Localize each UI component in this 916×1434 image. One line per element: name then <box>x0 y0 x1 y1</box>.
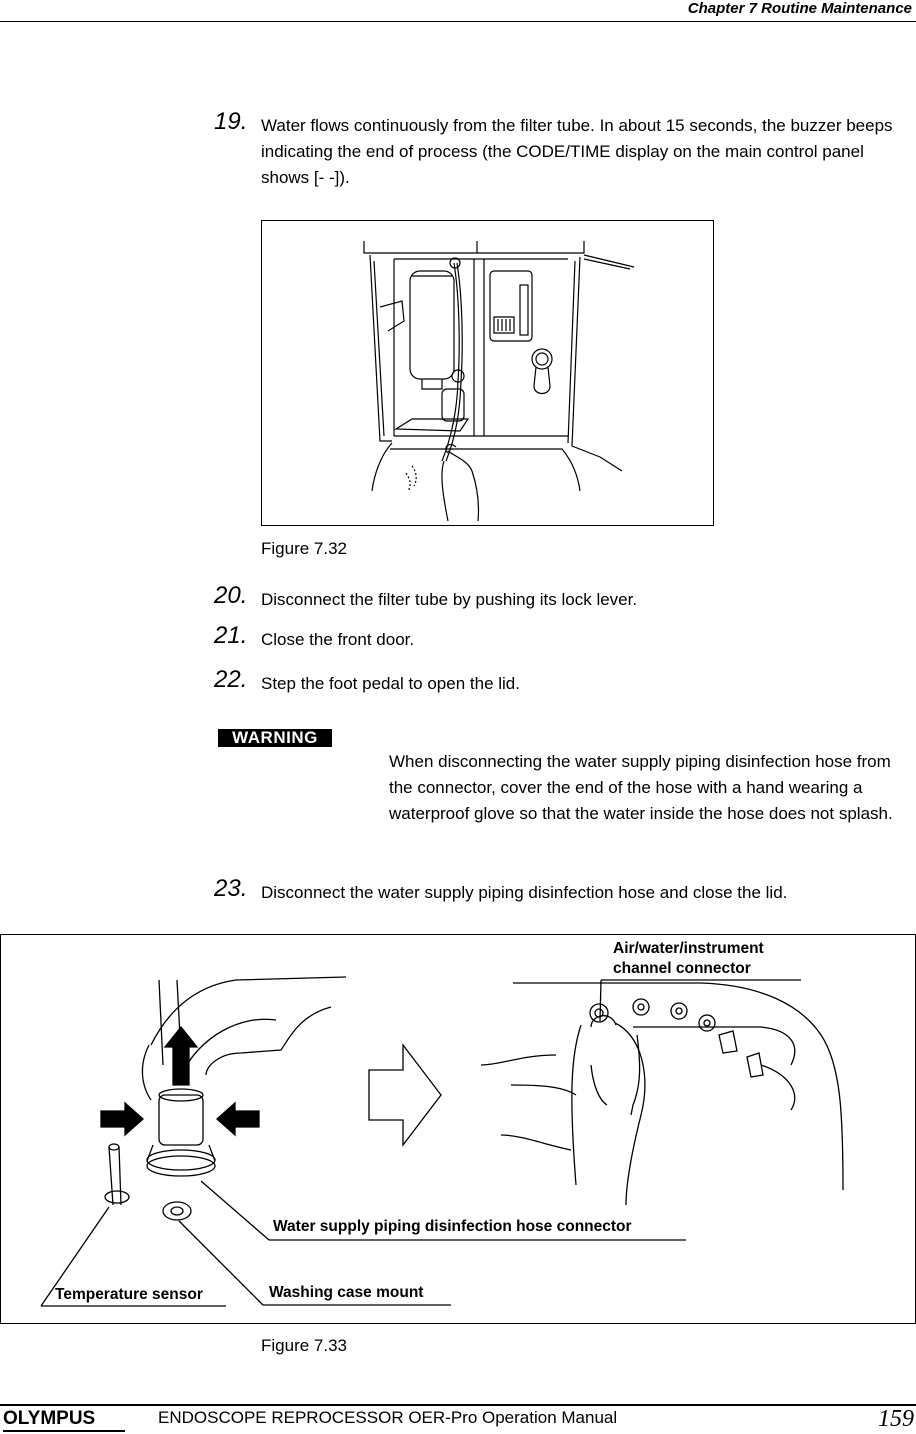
hose-connector-illustration <box>1 935 915 1323</box>
label-air-water-connector: Air/water/instrument <box>613 940 764 957</box>
figure-7-33-caption: Figure 7.33 <box>261 1336 347 1355</box>
chapter-header: Chapter 7 Routine Maintenance <box>687 0 912 17</box>
step-number: 21. <box>214 622 248 649</box>
figure-7-33 <box>0 934 916 1324</box>
page-number: 159 <box>878 1406 914 1432</box>
label-washing-case-mount: Washing case mount <box>269 1284 424 1301</box>
label-temperature-sensor: Temperature sensor <box>55 1286 203 1303</box>
logo-underline <box>3 1430 125 1432</box>
figure-7-32 <box>261 220 714 526</box>
header-divider <box>0 21 916 22</box>
step-number: 22. <box>214 666 248 693</box>
step-text: Water flows continuously from the filter tube. In about 15 seconds, the buzzer beeps indicating the end of process (the CODE/TIME display on the main control panel shows [- -]). <box>261 116 893 187</box>
footer-divider <box>0 1404 916 1406</box>
step-number: 20. <box>214 582 248 609</box>
step-text: Step the foot pedal to open the lid. <box>261 674 520 693</box>
manual-title: ENDOSCOPE REPROCESSOR OER-Pro Operation Manual <box>158 1408 618 1427</box>
label-hose-connector: Water supply piping disinfection hose connector <box>273 1218 632 1235</box>
warning-badge: WARNING <box>218 729 332 747</box>
step-number: 19. <box>214 108 248 135</box>
step-number: 23. <box>214 875 248 902</box>
warning-text: When disconnecting the water supply piping disinfection hose from the connector, cover the end of the hose with a hand wearing a waterproof glove so that the water inside the hose does not splash. <box>389 752 893 823</box>
olympus-logo: OLYMPUS <box>3 1408 96 1429</box>
reprocessor-filter-illustration <box>262 221 713 525</box>
label-air-water-connector-line2: channel connector <box>613 960 751 977</box>
step-text: Disconnect the water supply piping disinfection hose and close the lid. <box>261 883 788 902</box>
figure-7-32-caption: Figure 7.32 <box>261 539 347 558</box>
step-text: Close the front door. <box>261 630 415 649</box>
step-text: Disconnect the filter tube by pushing its lock lever. <box>261 590 638 609</box>
